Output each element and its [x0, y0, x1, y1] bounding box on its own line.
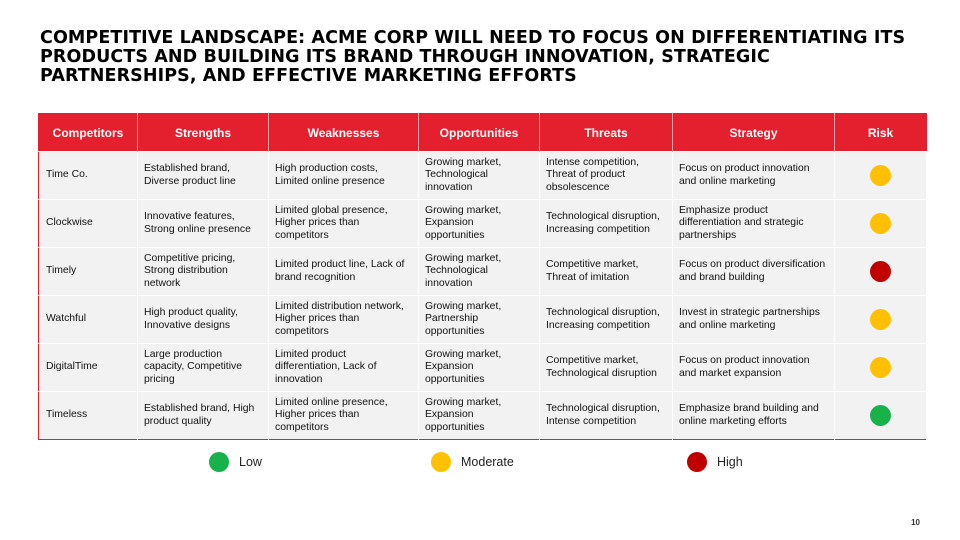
- legend-item-moderate: [431, 451, 514, 473]
- strengths-cell: Large production capacity, Competitive pricing: [138, 344, 269, 392]
- table-row: [39, 152, 927, 200]
- opportunities-cell: Growing market, Expansion opportunities: [419, 200, 540, 248]
- risk-cell: [835, 248, 927, 296]
- header-strategy: Strategy: [673, 114, 835, 152]
- strategy-cell: Invest in strategic partnerships and online marketing: [673, 296, 835, 344]
- risk-indicator-icon: [870, 165, 891, 186]
- strengths-cell: Established brand, Diverse product line: [138, 152, 269, 200]
- competitor-cell: Timeless: [39, 392, 138, 440]
- header-opportunities: Opportunities: [419, 114, 540, 152]
- weaknesses-cell: Limited product line, Lack of brand recognition: [269, 248, 419, 296]
- risk-indicator-icon: [870, 405, 891, 426]
- weaknesses-cell: Limited product differentiation, Lack of innovation: [269, 344, 419, 392]
- slide-title: COMPETITIVE LANDSCAPE: ACME CORP WILL NEED TO FOCUS ON DIFFERENTIATING ITS PRODUCTS AND BUILDING ITS BRAND THROUGH INNOVATION, STRATEGIC PARTNERSHIPS, AND EFFECTIVE MARKETING EFFORTS: [40, 28, 906, 86]
- table-header-row: [39, 114, 927, 152]
- threats-cell: Intense competition, Threat of product obsolescence: [540, 152, 673, 200]
- table-row: [39, 344, 927, 392]
- strengths-cell: Competitive pricing, Strong distribution network: [138, 248, 269, 296]
- competitor-cell: Time Co.: [39, 152, 138, 200]
- strengths-cell: Established brand, High product quality: [138, 392, 269, 440]
- strategy-cell: Emphasize brand building and online marketing efforts: [673, 392, 835, 440]
- strategy-cell: Focus on product innovation and market expansion: [673, 344, 835, 392]
- risk-indicator-icon: [870, 357, 891, 378]
- green-circle-icon: [209, 452, 229, 472]
- legend-item-low: [209, 451, 262, 473]
- risk-cell: [835, 152, 927, 200]
- yellow-circle-icon: [431, 452, 451, 472]
- strengths-cell: Innovative features, Strong online presence: [138, 200, 269, 248]
- strategy-cell: Emphasize product differentiation and strategic partnerships: [673, 200, 835, 248]
- strategy-cell: Focus on product innovation and online marketing: [673, 152, 835, 200]
- table-row: [39, 248, 927, 296]
- opportunities-cell: Growing market, Expansion opportunities: [419, 392, 540, 440]
- header-competitors: Competitors: [39, 114, 138, 152]
- risk-cell: [835, 344, 927, 392]
- table-row: [39, 200, 927, 248]
- strengths-cell: High product quality, Innovative designs: [138, 296, 269, 344]
- weaknesses-cell: Limited global presence, Higher prices than competitors: [269, 200, 419, 248]
- risk-indicator-icon: [870, 261, 891, 282]
- risk-indicator-icon: [870, 309, 891, 330]
- weaknesses-cell: Limited distribution network, Higher prices than competitors: [269, 296, 419, 344]
- red-circle-icon: [687, 452, 707, 472]
- competitor-cell: DigitalTime: [39, 344, 138, 392]
- weaknesses-cell: Limited online presence, Higher prices than competitors: [269, 392, 419, 440]
- competitor-cell: Timely: [39, 248, 138, 296]
- header-risk: Risk: [835, 114, 927, 152]
- opportunities-cell: Growing market, Technological innovation: [419, 248, 540, 296]
- competitor-cell: Clockwise: [39, 200, 138, 248]
- legend-label-high: High: [717, 455, 743, 469]
- legend-item-high: [687, 451, 743, 473]
- competitor-cell: Watchful: [39, 296, 138, 344]
- opportunities-cell: Growing market, Technological innovation: [419, 152, 540, 200]
- threats-cell: Technological disruption, Increasing competition: [540, 296, 673, 344]
- header-threats: Threats: [540, 114, 673, 152]
- table-row: [39, 392, 927, 440]
- opportunities-cell: Growing market, Partnership opportunities: [419, 296, 540, 344]
- threats-cell: Technological disruption, Increasing competition: [540, 200, 673, 248]
- header-strengths: Strengths: [138, 114, 269, 152]
- risk-indicator-icon: [870, 213, 891, 234]
- risk-cell: [835, 200, 927, 248]
- threats-cell: Technological disruption, Intense competition: [540, 392, 673, 440]
- page-number: 10: [911, 518, 920, 527]
- strategy-cell: Focus on product diversification and brand building: [673, 248, 835, 296]
- risk-cell: [835, 296, 927, 344]
- threats-cell: Competitive market, Threat of imitation: [540, 248, 673, 296]
- opportunities-cell: Growing market, Expansion opportunities: [419, 344, 540, 392]
- weaknesses-cell: High production costs, Limited online presence: [269, 152, 419, 200]
- table-row: [39, 296, 927, 344]
- threats-cell: Competitive market, Technological disruption: [540, 344, 673, 392]
- legend-label-moderate: Moderate: [461, 455, 514, 469]
- competitive-landscape-table: [38, 113, 927, 440]
- header-weaknesses: Weaknesses: [269, 114, 419, 152]
- legend-label-low: Low: [239, 455, 262, 469]
- risk-cell: [835, 392, 927, 440]
